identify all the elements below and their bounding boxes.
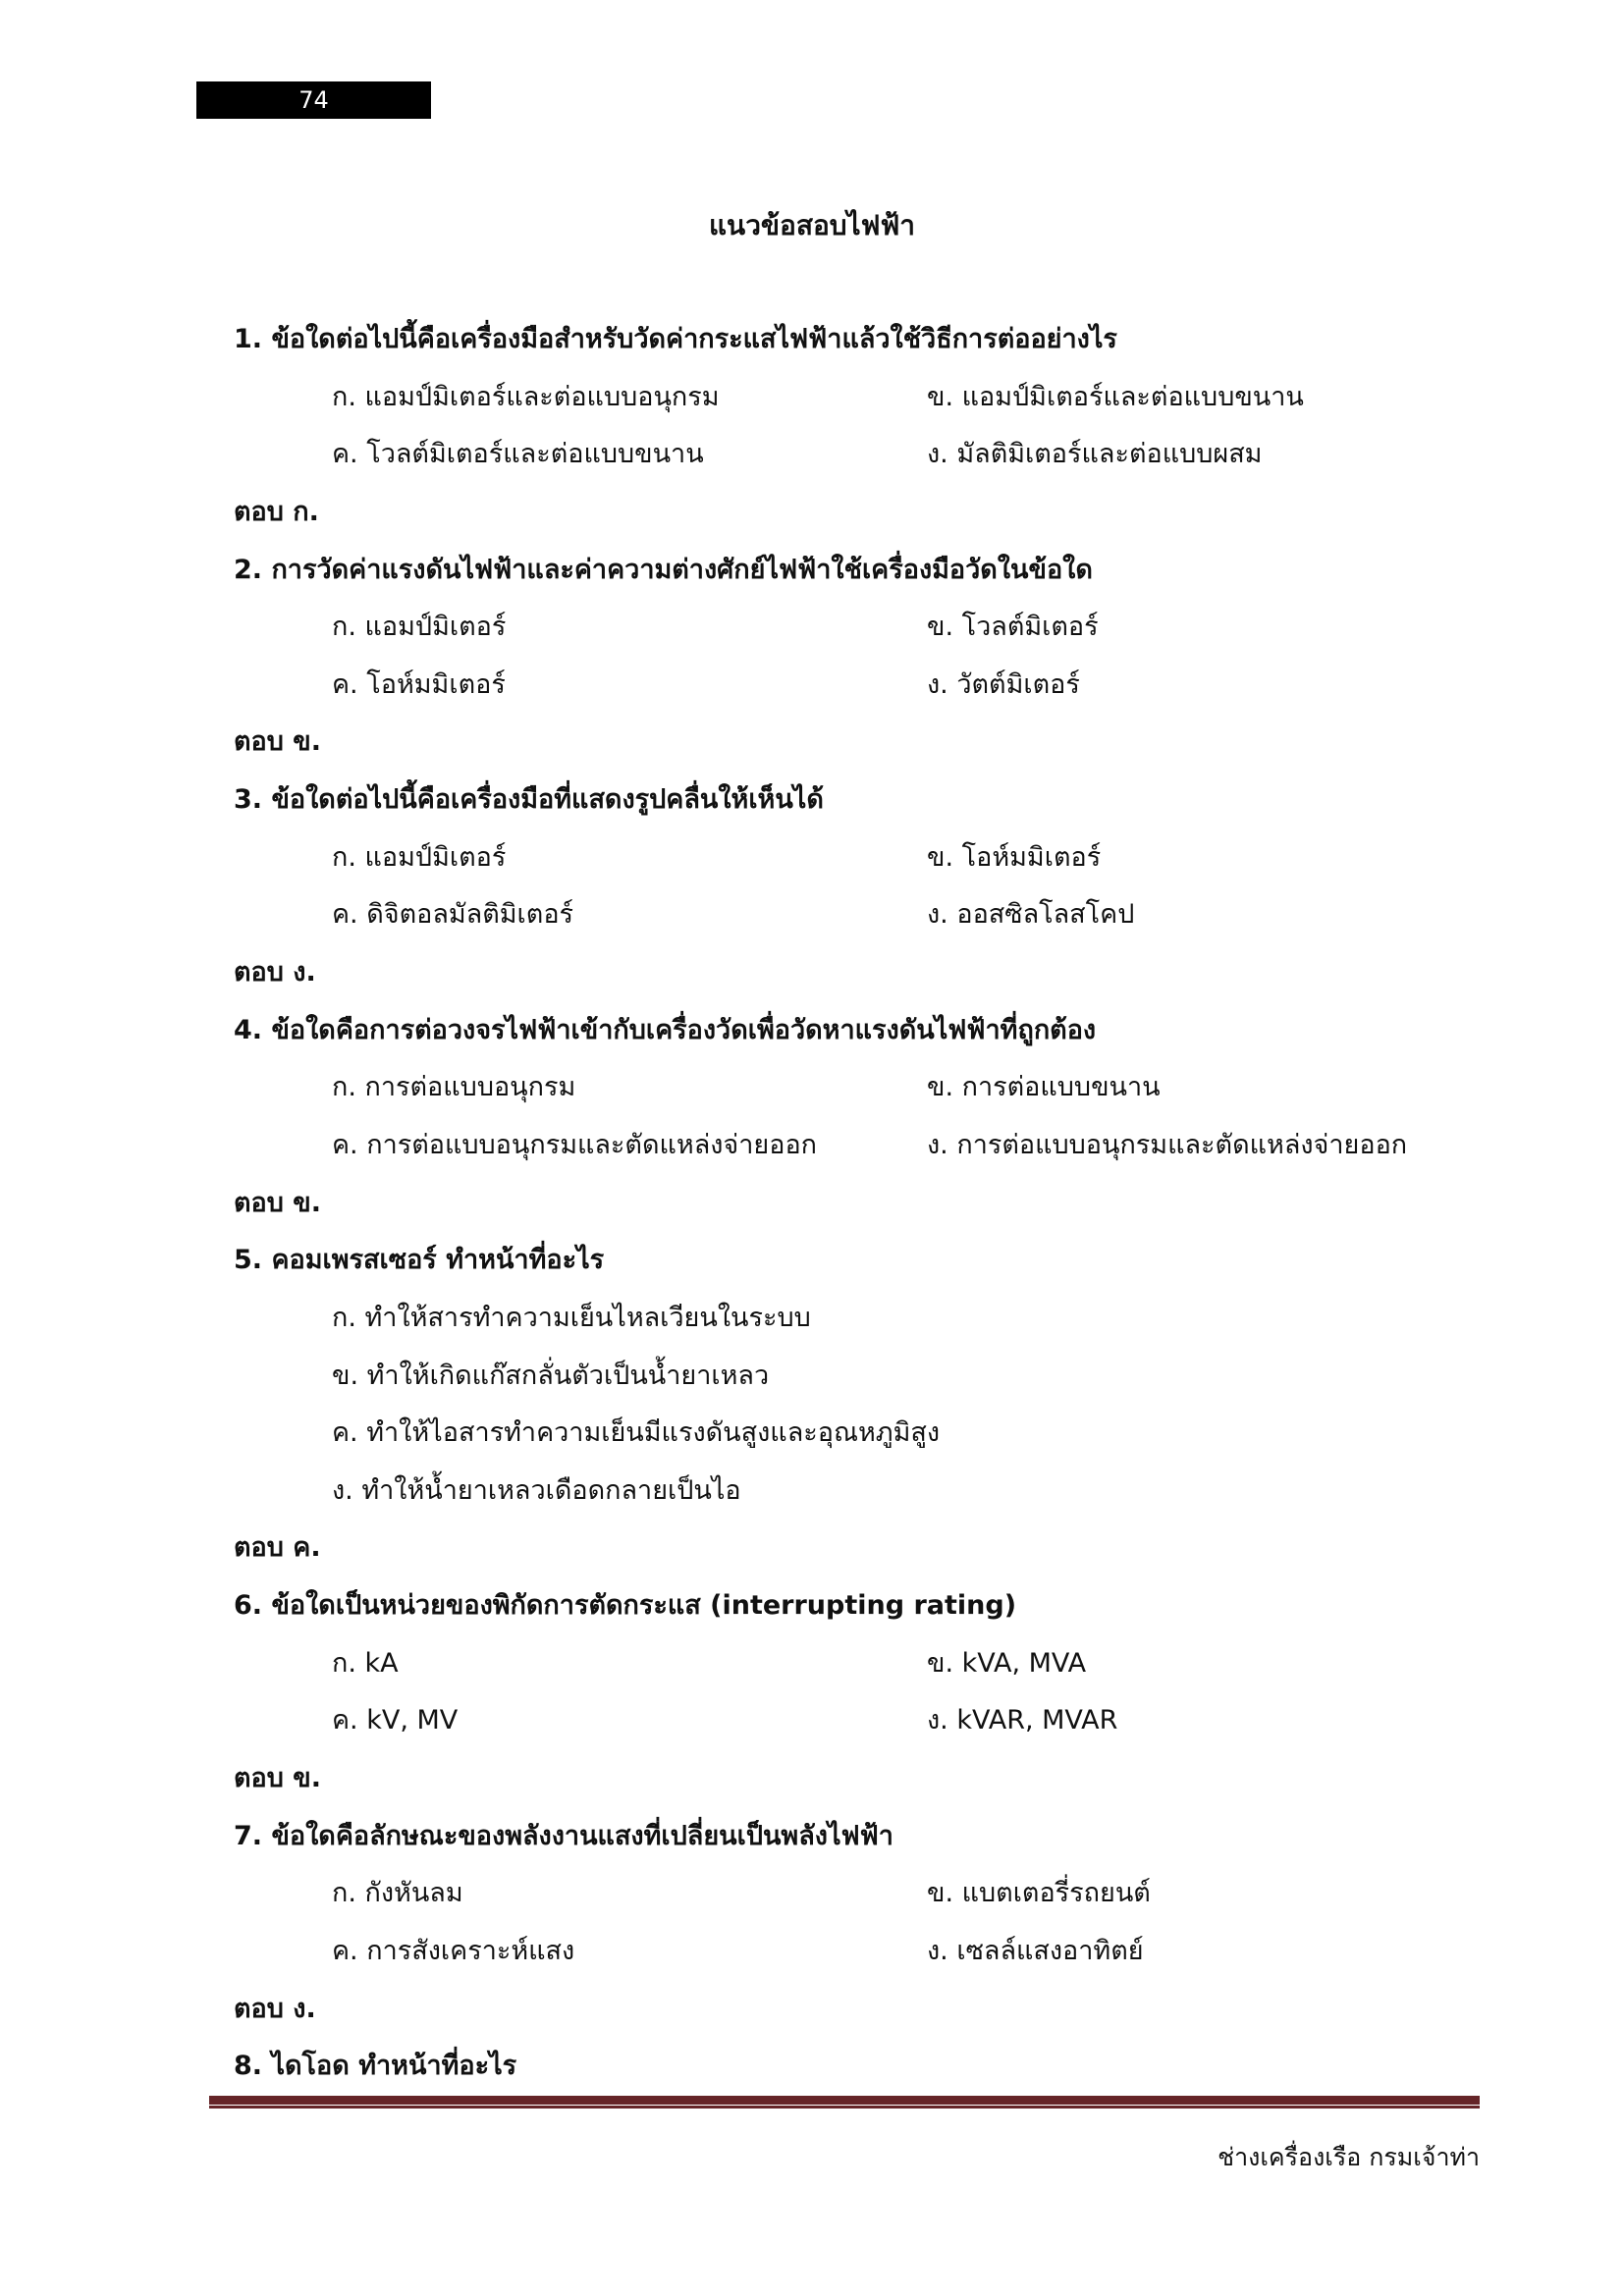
option-row (234, 1463, 1510, 1521)
option: ข. การต่อแบบขนาน (927, 1072, 1161, 1103)
option-row (234, 1923, 1510, 1981)
question-text: 8. ไดโอด ทำหน้าที่อะไร (234, 2051, 517, 2082)
option: ง. การต่อแบบอนุกรมและตัดแหล่งจ่ายออก (927, 1129, 1408, 1160)
question-text: 6. ข้อใดเป็นหน่วยของพิกัดการตัดกระแส (interrupting rating) (234, 1590, 1017, 1622)
page-number-box (196, 81, 431, 119)
footer-rule-thick (209, 2096, 1480, 2105)
option: ก. กังหันลม (332, 1878, 463, 1909)
answer-text: ตอบ ง. (234, 1993, 316, 2024)
page-number: 74 (298, 86, 329, 114)
option-row (234, 1405, 1510, 1463)
option: ค. โวลต์มิเตอร์และต่อแบบขนาน (332, 439, 704, 470)
option: ค. การต่อแบบอนุกรมและตัดแหล่งจ่ายออก (332, 1129, 818, 1160)
question-text: 3. ข้อใดต่อไปนี้คือเครื่องมือที่แสดงรูปคลื่นให้เห็นได้ (234, 784, 824, 816)
option: ง. มัลติมิเตอร์และต่อแบบผสม (927, 439, 1263, 470)
option: ข. โอห์มมิเตอร์ (927, 841, 1102, 873)
option-row (234, 599, 1510, 657)
option-row (234, 886, 1510, 944)
question-list (234, 311, 1510, 2096)
option: ก. แอมป์มิเตอร์ (332, 612, 507, 643)
option-row (234, 657, 1510, 715)
option: ง. เซลล์แสงอาทิตย์ (927, 1935, 1144, 1966)
option: ก. kA (332, 1647, 399, 1679)
option-row (234, 1059, 1510, 1117)
question-text: 5. คอมเพรสเซอร์ ทำหน้าที่อะไร (234, 1245, 605, 1276)
option-row (234, 1865, 1510, 1923)
option: ก. การต่อแบบอนุกรม (332, 1072, 576, 1103)
footer-text: ช่างเครื่องเรือ กรมเจ้าท่า (1218, 2143, 1480, 2171)
option-row (234, 829, 1510, 887)
option-row (234, 369, 1510, 427)
question-text: 2. การวัดค่าแรงดันไฟฟ้าและค่าความต่างศักย์ไฟฟ้าใช้เครื่องมือวัดในข้อใด (234, 554, 1093, 585)
option-row (234, 1692, 1510, 1750)
option: ข. แอมป์มิเตอร์และต่อแบบขนาน (927, 381, 1304, 412)
option: ค. kV, MV (332, 1705, 459, 1736)
option-row (234, 1290, 1510, 1348)
option: ข. โวลต์มิเตอร์ (927, 612, 1099, 643)
option: ข. ทำให้เกิดแก๊สกลั่นตัวเป็นน้ำยาเหลว (332, 1360, 770, 1391)
option-row (234, 1635, 1510, 1693)
option: ค. โอห์มมิเตอร์ (332, 668, 506, 700)
option: ค. ทำให้ไอสารทำความเย็นมีแรงดันสูงและอุณหภูมิสูง (332, 1417, 941, 1449)
answer-text: ตอบ ข. (234, 1187, 322, 1218)
option: ข. kVA, MVA (927, 1647, 1087, 1679)
option-row (234, 426, 1510, 484)
option: ง. ทำให้น้ำยาเหลวเดือดกลายเป็นไอ (332, 1474, 741, 1506)
option: ค. ดิจิตอลมัลติมิเตอร์ (332, 899, 574, 931)
answer-text: ตอบ ข. (234, 726, 322, 758)
option: ง. วัตต์มิเตอร์ (927, 668, 1080, 700)
option-row (234, 1117, 1510, 1175)
option: ก. แอมป์มิเตอร์ (332, 841, 507, 873)
answer-text: ตอบ ก. (234, 496, 319, 527)
option: ก. แอมป์มิเตอร์และต่อแบบอนุกรม (332, 381, 720, 412)
option-row (234, 1348, 1510, 1406)
option: ค. การสังเคราะห์แสง (332, 1935, 575, 1966)
answer-text: ตอบ ข. (234, 1763, 322, 1794)
answer-text: ตอบ ค. (234, 1532, 321, 1564)
option: ง. ออสซิลโลสโคป (927, 899, 1135, 931)
option: ข. แบตเตอรี่รถยนต์ (927, 1878, 1151, 1909)
answer-text: ตอบ ง. (234, 957, 316, 988)
page-title: แนวข้อสอบไฟฟ้า (709, 209, 915, 241)
question-text: 7. ข้อใดคือลักษณะของพลังงานแสงที่เปลี่ยนเป็นพลังไฟฟ้า (234, 1820, 893, 1851)
question-text: 1. ข้อใดต่อไปนี้คือเครื่องมือสำหรับวัดค่ากระแสไฟฟ้าแล้วใช้วิธีการต่ออย่างไร (234, 324, 1117, 354)
footer-rule-thin (209, 2106, 1480, 2109)
option: ง. kVAR, MVAR (927, 1705, 1118, 1736)
question-text: 4. ข้อใดคือการต่อวงจรไฟฟ้าเข้ากับเครื่องวัดเพื่อวัดหาแรงดันไฟฟ้าที่ถูกต้อง (234, 1014, 1097, 1045)
option: ก. ทำให้สารทำความเย็นไหลเวียนในระบบ (332, 1302, 811, 1333)
